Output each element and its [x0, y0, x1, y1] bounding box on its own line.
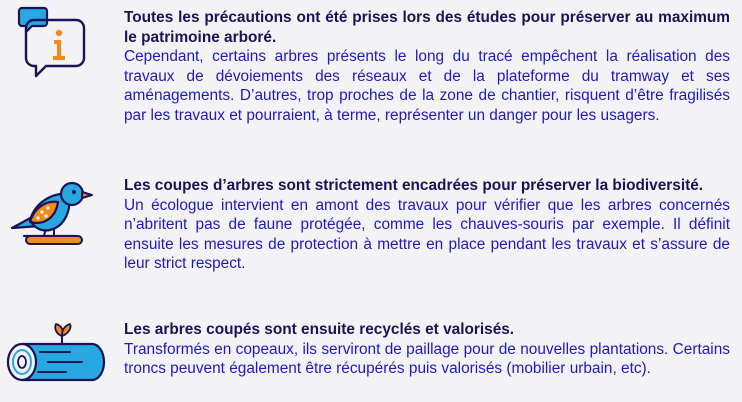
section-title: Toutes les précautions ont été prises lors des études pour préserver au maximum le patrimoine arboré.	[124, 9, 730, 46]
section-body: Cependant, certains arbres présents le long du tracé empêchent la réalisation des travaux de dévoiements des réseaux et de la plateforme du tramway et ses aménagements. D’autres, trop proches de la zone de chantier, risquent d’être fragilisés par les travaux et pourraient, à terme, représenter un danger pour les usagers.	[124, 48, 730, 124]
section-text	[124, 176, 730, 274]
section-precautions	[0, 0, 742, 160]
info-speech-bubble-icon	[0, 0, 110, 90]
section-title: Les arbres coupés sont ensuite recyclés et valorisés.	[124, 321, 515, 338]
bird-on-branch-icon	[0, 170, 110, 260]
section-body: Transformés en copeaux, ils serviront de paillage pour de nouvelles plantations. Certains troncs peuvent également être récupérés puis valorisés (mobilier urbain, etc).	[124, 340, 730, 378]
section-text	[124, 320, 730, 379]
section-title: Les coupes d’arbres sont strictement encadrées pour préserver la biodiversité.	[124, 177, 704, 194]
log-with-sprout-icon	[0, 318, 110, 402]
section-biodiversite	[0, 170, 742, 310]
section-recyclage	[0, 318, 742, 402]
section-body: Un écologue intervient en amont des travaux pour vérifier que les arbres concernés n’abritent pas de faune protégée, comme les chauves-souris par exemple. Il définit ensuite les mesures de protection à mettre en place pendant les travaux et s’assure de leur strict respect.	[124, 196, 730, 273]
section-text	[124, 8, 730, 126]
